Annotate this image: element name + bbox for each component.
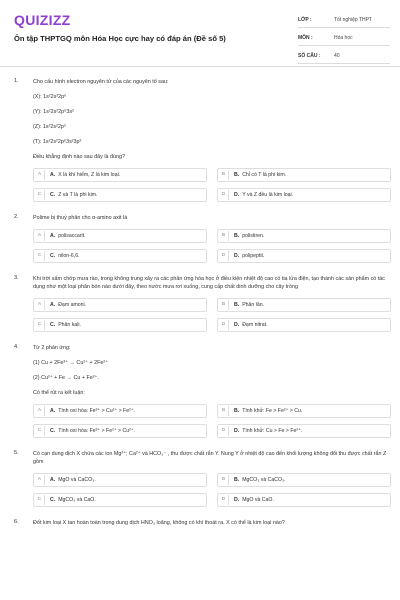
option-text — [234, 427, 302, 435]
option-letter-box: D — [219, 495, 229, 505]
answer-option[interactable] — [33, 188, 207, 202]
option-letter-box: C — [35, 190, 45, 200]
question-text: Có thể rút ra kết luận: — [33, 390, 85, 396]
option-letter-box: D — [219, 320, 229, 330]
question-number: 5. — [14, 450, 19, 456]
question-number: 1. — [14, 78, 19, 84]
option-label: Z và T là phi kim. — [58, 192, 98, 198]
option-label: Phân lân. — [242, 302, 265, 308]
option-text — [234, 252, 264, 260]
option-key: D. — [234, 253, 240, 259]
question-text: Cho cấu hình electron nguyên tử của các nguyên tố sau: — [33, 79, 169, 85]
question-number: 4. — [14, 344, 19, 350]
option-letter-box: A — [35, 475, 45, 485]
option-letter-box: C — [35, 320, 45, 330]
answer-option[interactable] — [217, 424, 391, 438]
option-text — [234, 476, 286, 484]
question-text: Đốt kim loại X tan hoàn toàn trong dung dịch HNO₃ loãng, không có khí thoát ra. X có thể là kim loại nào? — [33, 520, 285, 526]
question-body — [33, 519, 390, 527]
option-text — [50, 321, 81, 329]
option-text — [234, 171, 286, 179]
answer-option[interactable] — [33, 168, 207, 182]
question-item — [0, 519, 400, 527]
option-key: D. — [234, 192, 240, 198]
option-key: A. — [50, 477, 56, 483]
answer-option[interactable] — [33, 249, 207, 263]
option-text — [50, 191, 98, 199]
question-item — [0, 275, 400, 332]
answer-options — [33, 404, 390, 438]
option-key: B. — [234, 302, 240, 308]
option-key: D. — [234, 322, 240, 328]
option-label: Tính oxi hóa: Fe³⁺ > Fe²⁺ > Cu²⁺. — [58, 428, 136, 434]
option-text — [50, 427, 135, 435]
question-list — [0, 78, 400, 539]
question-body — [33, 450, 390, 507]
question-text: Từ 2 phản ứng: — [33, 345, 71, 351]
meta-table — [298, 13, 390, 67]
answer-option[interactable] — [217, 404, 391, 418]
question-item — [0, 214, 400, 263]
question-body — [33, 344, 390, 438]
question-body — [33, 275, 390, 332]
meta-key: SỐ CÂU : — [298, 53, 321, 59]
option-label: Phân kali. — [58, 322, 81, 328]
option-label: polisaccarit. — [58, 233, 86, 239]
meta-value: Hóa học — [334, 35, 353, 41]
meta-value: 40 — [334, 53, 340, 59]
answer-option[interactable] — [217, 493, 391, 507]
option-key: B. — [234, 477, 240, 483]
option-label: X là khí hiếm, Z là kim loại. — [58, 172, 121, 178]
question-body — [33, 214, 390, 263]
answer-option[interactable] — [33, 318, 207, 332]
question-number: 6. — [14, 519, 19, 525]
quizizz-logo: QUIZIZZ — [14, 12, 71, 28]
option-key: C. — [50, 192, 56, 198]
option-letter-box: A — [35, 170, 45, 180]
meta-key: LỚP : — [298, 17, 312, 23]
answer-options — [33, 298, 390, 332]
option-key: C. — [50, 322, 56, 328]
answer-option[interactable] — [217, 473, 391, 487]
question-text: Polime bị thuỷ phân cho α-amino axit là — [33, 215, 128, 221]
option-text — [50, 252, 80, 260]
option-letter-box: C — [35, 251, 45, 261]
option-text — [234, 407, 302, 415]
option-label: MgO và CaO. — [242, 497, 274, 503]
answer-option[interactable] — [217, 298, 391, 312]
option-text — [50, 301, 86, 309]
option-label: Chỉ có T là phi kim. — [242, 172, 287, 178]
option-key: A. — [50, 302, 56, 308]
option-key: B. — [234, 172, 240, 178]
option-key: B. — [234, 233, 240, 239]
meta-row-class — [298, 13, 390, 28]
option-label: nilon-6,6. — [58, 253, 80, 259]
option-key: C. — [50, 428, 56, 434]
option-letter-box: B — [219, 475, 229, 485]
option-letter-box: A — [35, 300, 45, 310]
answer-option[interactable] — [217, 168, 391, 182]
option-text — [50, 476, 96, 484]
option-letter-box: D — [219, 426, 229, 436]
option-key: D. — [234, 497, 240, 503]
question-text: (1) Cu + 2Fe³⁺ → Cu²⁺ + 2Fe²⁺ — [33, 360, 109, 366]
meta-row-subject — [298, 31, 390, 46]
worksheet-title: Ôn tập THPTGQ môn Hóa Học cực hay có đáp án (Đề số 5) — [14, 34, 226, 43]
question-text: Khi trời sấm chớp mưa rào, trong không trung xảy ra các phản ứng hóa học ở điều kiện nhiệt độ cao có tia lửa điện, tạo thành các sản phẩm có tác dụng như một loại phân bón nào dưới đây, theo nước mưa rơi xuống, cung cấp chất dinh dưỡng cho cây trồng — [33, 276, 385, 290]
option-label: Đạm nitrat. — [242, 322, 268, 328]
option-text — [50, 496, 96, 504]
answer-options — [33, 473, 390, 507]
option-key: A. — [50, 408, 56, 414]
meta-row-count — [298, 49, 390, 64]
question-item — [0, 344, 400, 438]
option-label: Đạm amoni. — [58, 302, 87, 308]
option-text — [50, 407, 135, 415]
option-text — [234, 191, 293, 199]
option-key: C. — [50, 497, 56, 503]
option-text — [50, 232, 86, 240]
option-text — [234, 321, 268, 329]
option-key: B. — [234, 408, 240, 414]
question-item — [0, 450, 400, 507]
question-item — [0, 78, 400, 202]
answer-option[interactable] — [33, 473, 207, 487]
option-letter-box: D — [219, 251, 229, 261]
question-number: 2. — [14, 214, 19, 220]
meta-key: MÔN : — [298, 35, 313, 41]
question-text: (X): 1s²2s²2p⁶ — [33, 94, 67, 100]
answer-option[interactable] — [217, 249, 391, 263]
question-text: (Z): 1s²2s²2p⁵ — [33, 124, 67, 130]
option-key: D. — [234, 428, 240, 434]
meta-value: Tốt nghiệp THPT — [334, 17, 372, 23]
option-letter-box: A — [35, 231, 45, 241]
answer-option[interactable] — [217, 188, 391, 202]
question-text: (T): 1s²2s²2p⁶3s²3p³ — [33, 139, 82, 145]
question-body — [33, 78, 390, 202]
answer-option[interactable] — [33, 229, 207, 243]
option-text — [234, 301, 264, 309]
option-label: MgO và CaCO₃. — [58, 477, 96, 483]
answer-option[interactable] — [33, 404, 207, 418]
option-label: MgCO₃ và CaCO₃. — [242, 477, 286, 483]
option-label: Y và Z đều là kim loại. — [242, 192, 294, 198]
answer-options — [33, 168, 390, 202]
answer-options — [33, 229, 390, 263]
option-label: Tính oxi hóa: Fe³⁺ > Cu²⁺ > Fe²⁺. — [58, 408, 136, 414]
worksheet-header — [0, 0, 400, 67]
option-letter-box: B — [219, 300, 229, 310]
option-label: MgCO₃ và CaO. — [58, 497, 96, 503]
answer-option[interactable] — [217, 318, 391, 332]
answer-option[interactable] — [33, 424, 207, 438]
option-key: A. — [50, 233, 56, 239]
option-key: A. — [50, 172, 56, 178]
answer-option[interactable] — [33, 493, 207, 507]
question-text: (2) Cu²⁺ + Fe → Cu + Fe²⁺. — [33, 375, 99, 381]
option-label: Tính khử: Fe > Fe²⁺ > Cu. — [242, 408, 303, 414]
option-letter-box: B — [219, 406, 229, 416]
option-label: polistiren. — [242, 233, 265, 239]
option-letter-box: C — [35, 495, 45, 505]
option-text — [50, 171, 120, 179]
answer-option[interactable] — [217, 229, 391, 243]
option-label: polipeptit. — [242, 253, 265, 259]
question-text: (Y): 1s²2s²2p⁶3s² — [33, 109, 74, 115]
question-number: 3. — [14, 275, 19, 281]
question-text: Điều khẳng định nào sau đây là đúng? — [33, 154, 126, 160]
option-key: C. — [50, 253, 56, 259]
answer-option[interactable] — [33, 298, 207, 312]
option-text — [234, 232, 264, 240]
question-text: Có cạn dung dịch X chứa các ion Mg²⁺; Ca²⁺ và HCO₃⁻ , thu được chất rắn Y. Nung Y ở nhiệt độ cao đến khối lượng không đổi thu được chất rắn Z gồm — [33, 451, 387, 465]
option-letter-box: C — [35, 426, 45, 436]
option-label: Tính khử: Cu > Fe > Fe²⁺. — [242, 428, 303, 434]
option-letter-box: B — [219, 231, 229, 241]
option-letter-box: A — [35, 406, 45, 416]
option-text — [234, 496, 274, 504]
option-letter-box: D — [219, 190, 229, 200]
option-letter-box: B — [219, 170, 229, 180]
